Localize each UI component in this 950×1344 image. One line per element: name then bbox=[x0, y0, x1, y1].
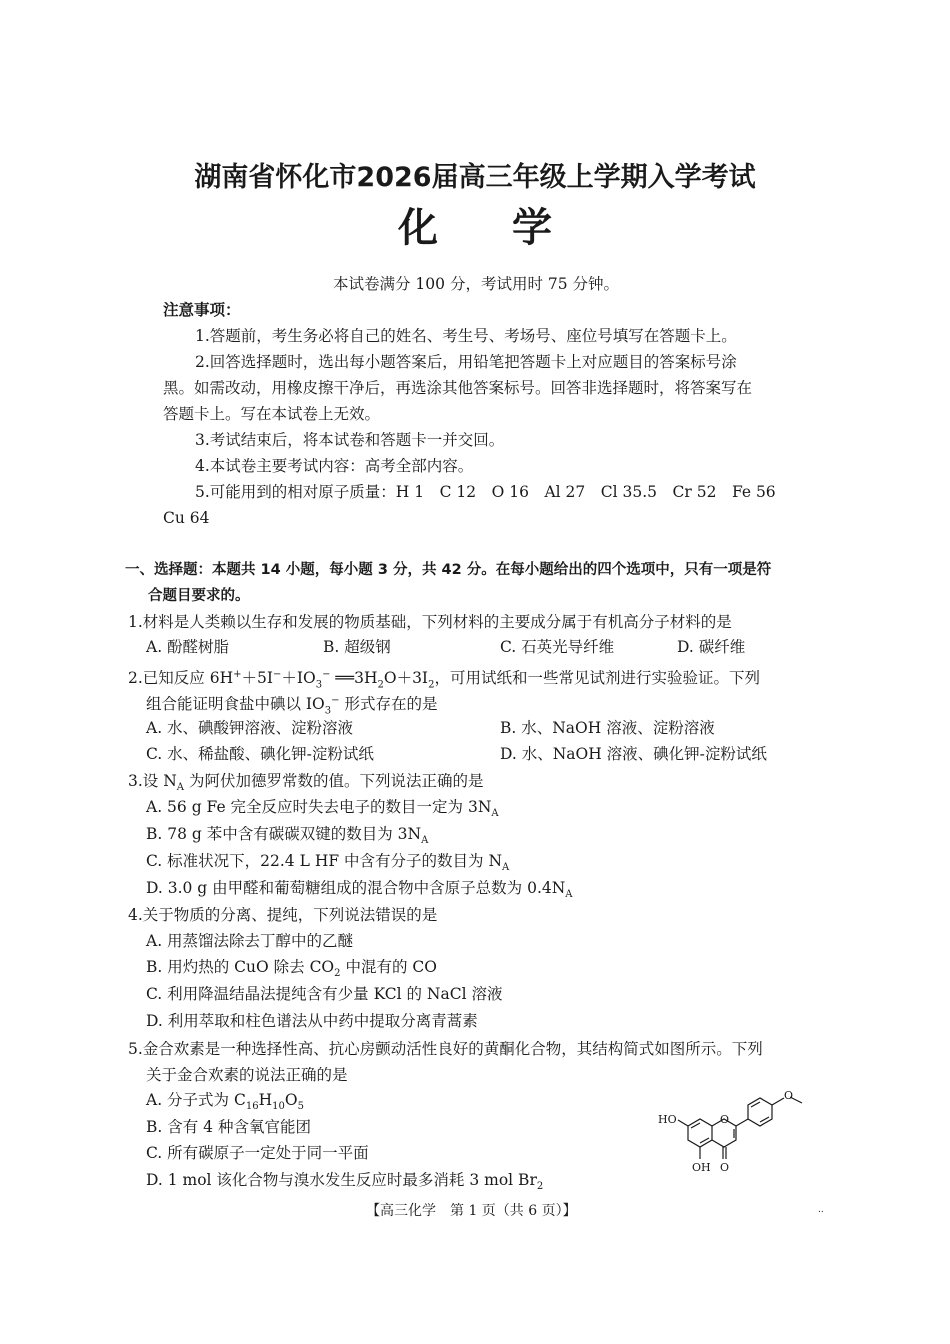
question-stem: 4.关于物质的分离、提纯，下列说法错误的是 bbox=[128, 906, 438, 924]
option-d: D. 利用萃取和柱色谱法从中药中提取分离青蒿素 bbox=[146, 1012, 478, 1030]
ho-label: HO bbox=[658, 1113, 677, 1126]
page-footer: 【高三化学 第 1 页（共 6 页）】 bbox=[366, 1203, 577, 1219]
option-b: B. 水、NaOH 溶液、淀粉溶液 bbox=[500, 719, 715, 737]
question-stem-cont: 组合能证明食盐中碘以 $IO_3^-$ 形式存在的是 bbox=[146, 695, 438, 717]
option-a: A. 水、碘酸钾溶液、淀粉溶液 bbox=[146, 719, 354, 737]
question-stem: 5.金合欢素是一种选择性高、抗心房颤动活性良好的黄酮化合物，其结构简式如图所示。下列 bbox=[128, 1040, 763, 1058]
option-d: D. 碳纤维 bbox=[677, 638, 746, 656]
note-item: 4.本试卷主要考试内容：高考全部内容。 bbox=[195, 457, 474, 475]
option-a: A. 分子式为 $C_{16}H_{10}O_5$ bbox=[146, 1091, 304, 1113]
section-heading-cont: 合题目要求的。 bbox=[148, 588, 250, 604]
footer-corner-mark: .. bbox=[818, 1205, 824, 1215]
subject-title: 化 学 bbox=[398, 205, 552, 251]
exam-title: 湖南省怀化市2026届高三年级上学期入学考试 bbox=[194, 162, 756, 193]
option-b: B. 78 g 苯中含有碳碳双键的数目为 $3N_A$ bbox=[146, 825, 429, 847]
note-item: 2.回答选择题时，选出每小题答案后，用铅笔把答题卡上对应题目的答案标号涂 bbox=[195, 353, 737, 371]
exam-info: 本试卷满分 100 分，考试用时 75 分钟。 bbox=[333, 275, 620, 293]
acacetin-structure-figure bbox=[650, 1085, 840, 1195]
option-b: B. 用灼热的 CuO 除去 $CO_2$ 中混有的 CO bbox=[146, 958, 437, 980]
question-stem-cont: 关于金合欢素的说法正确的是 bbox=[146, 1066, 348, 1084]
methoxy-oxygen-label: O bbox=[784, 1089, 794, 1102]
ketone-oxygen-label: O bbox=[720, 1161, 730, 1174]
section-heading: 一、选择题：本题共 14 小题，每小题 3 分，共 42 分。在每小题给出的四个选项中，只有一项是符 bbox=[125, 562, 772, 578]
question-stem: 2.已知反应 $6H^++5I^-+IO_3^-$ $══3H_2O+3I_2$，可用试纸和一些常见试剂进行实验验证。下列 bbox=[128, 669, 760, 691]
option-d: D. 水、NaOH 溶液、碘化钾-淀粉试纸 bbox=[500, 745, 767, 763]
note-item: Cu 64 bbox=[163, 509, 210, 527]
option-c: C. 标准状况下，22.4 L HF 中含有分子的数目为 $N_A$ bbox=[146, 852, 510, 874]
note-item: 3.考试结束后，将本试卷和答题卡一并交回。 bbox=[195, 431, 505, 449]
option-b: B. 含有 4 种含氧官能团 bbox=[146, 1118, 311, 1136]
note-item: 答题卡上。写在本试卷上无效。 bbox=[163, 405, 381, 423]
oh-label: OH bbox=[692, 1161, 711, 1174]
option-c: C. 石英光导纤维 bbox=[500, 638, 615, 656]
option-c: C. 水、稀盐酸、碘化钾-淀粉试纸 bbox=[146, 745, 374, 763]
note-item: 黑。如需改动，用橡皮擦干净后，再选涂其他答案标号。回答非选择题时，将答案写在 bbox=[163, 379, 753, 397]
option-c: C. 利用降温结晶法提纯含有少量 KCl 的 NaCl 溶液 bbox=[146, 985, 503, 1003]
question-stem: 3.设 $N_A$ 为阿伏加德罗常数的值。下列说法正确的是 bbox=[128, 772, 484, 794]
question-stem: 1.材料是人类赖以生存和发展的物质基础，下列材料的主要成分属于有机高分子材料的是 bbox=[128, 613, 732, 631]
note-item: 1.答题前，考生务必将自己的姓名、考生号、考场号、座位号填写在答题卡上。 bbox=[195, 327, 737, 345]
option-d: D. 1 mol 该化合物与溴水发生反应时最多消耗 3 mol $Br_2$ bbox=[146, 1171, 544, 1193]
option-a: A. 用蒸馏法除去丁醇中的乙醚 bbox=[146, 932, 354, 950]
option-b: B. 超级钢 bbox=[323, 638, 391, 656]
note-item: 5.可能用到的相对原子质量：H 1 C 12 O 16 Al 27 Cl 35.5 Cr 52 Fe 56 bbox=[195, 483, 776, 501]
notes-heading: 注意事项： bbox=[163, 301, 241, 319]
option-c: C. 所有碳原子一定处于同一平面 bbox=[146, 1144, 369, 1162]
option-a: A. 酚醛树脂 bbox=[146, 638, 230, 656]
option-a: A. 56 g Fe 完全反应时失去电子的数目一定为 $3N_A$ bbox=[146, 798, 499, 820]
option-d: D. 3.0 g 由甲醛和葡萄糖组成的混合物中含原子总数为 $0.4N_A$ bbox=[146, 879, 573, 901]
ring-oxygen-label: O bbox=[720, 1113, 730, 1126]
